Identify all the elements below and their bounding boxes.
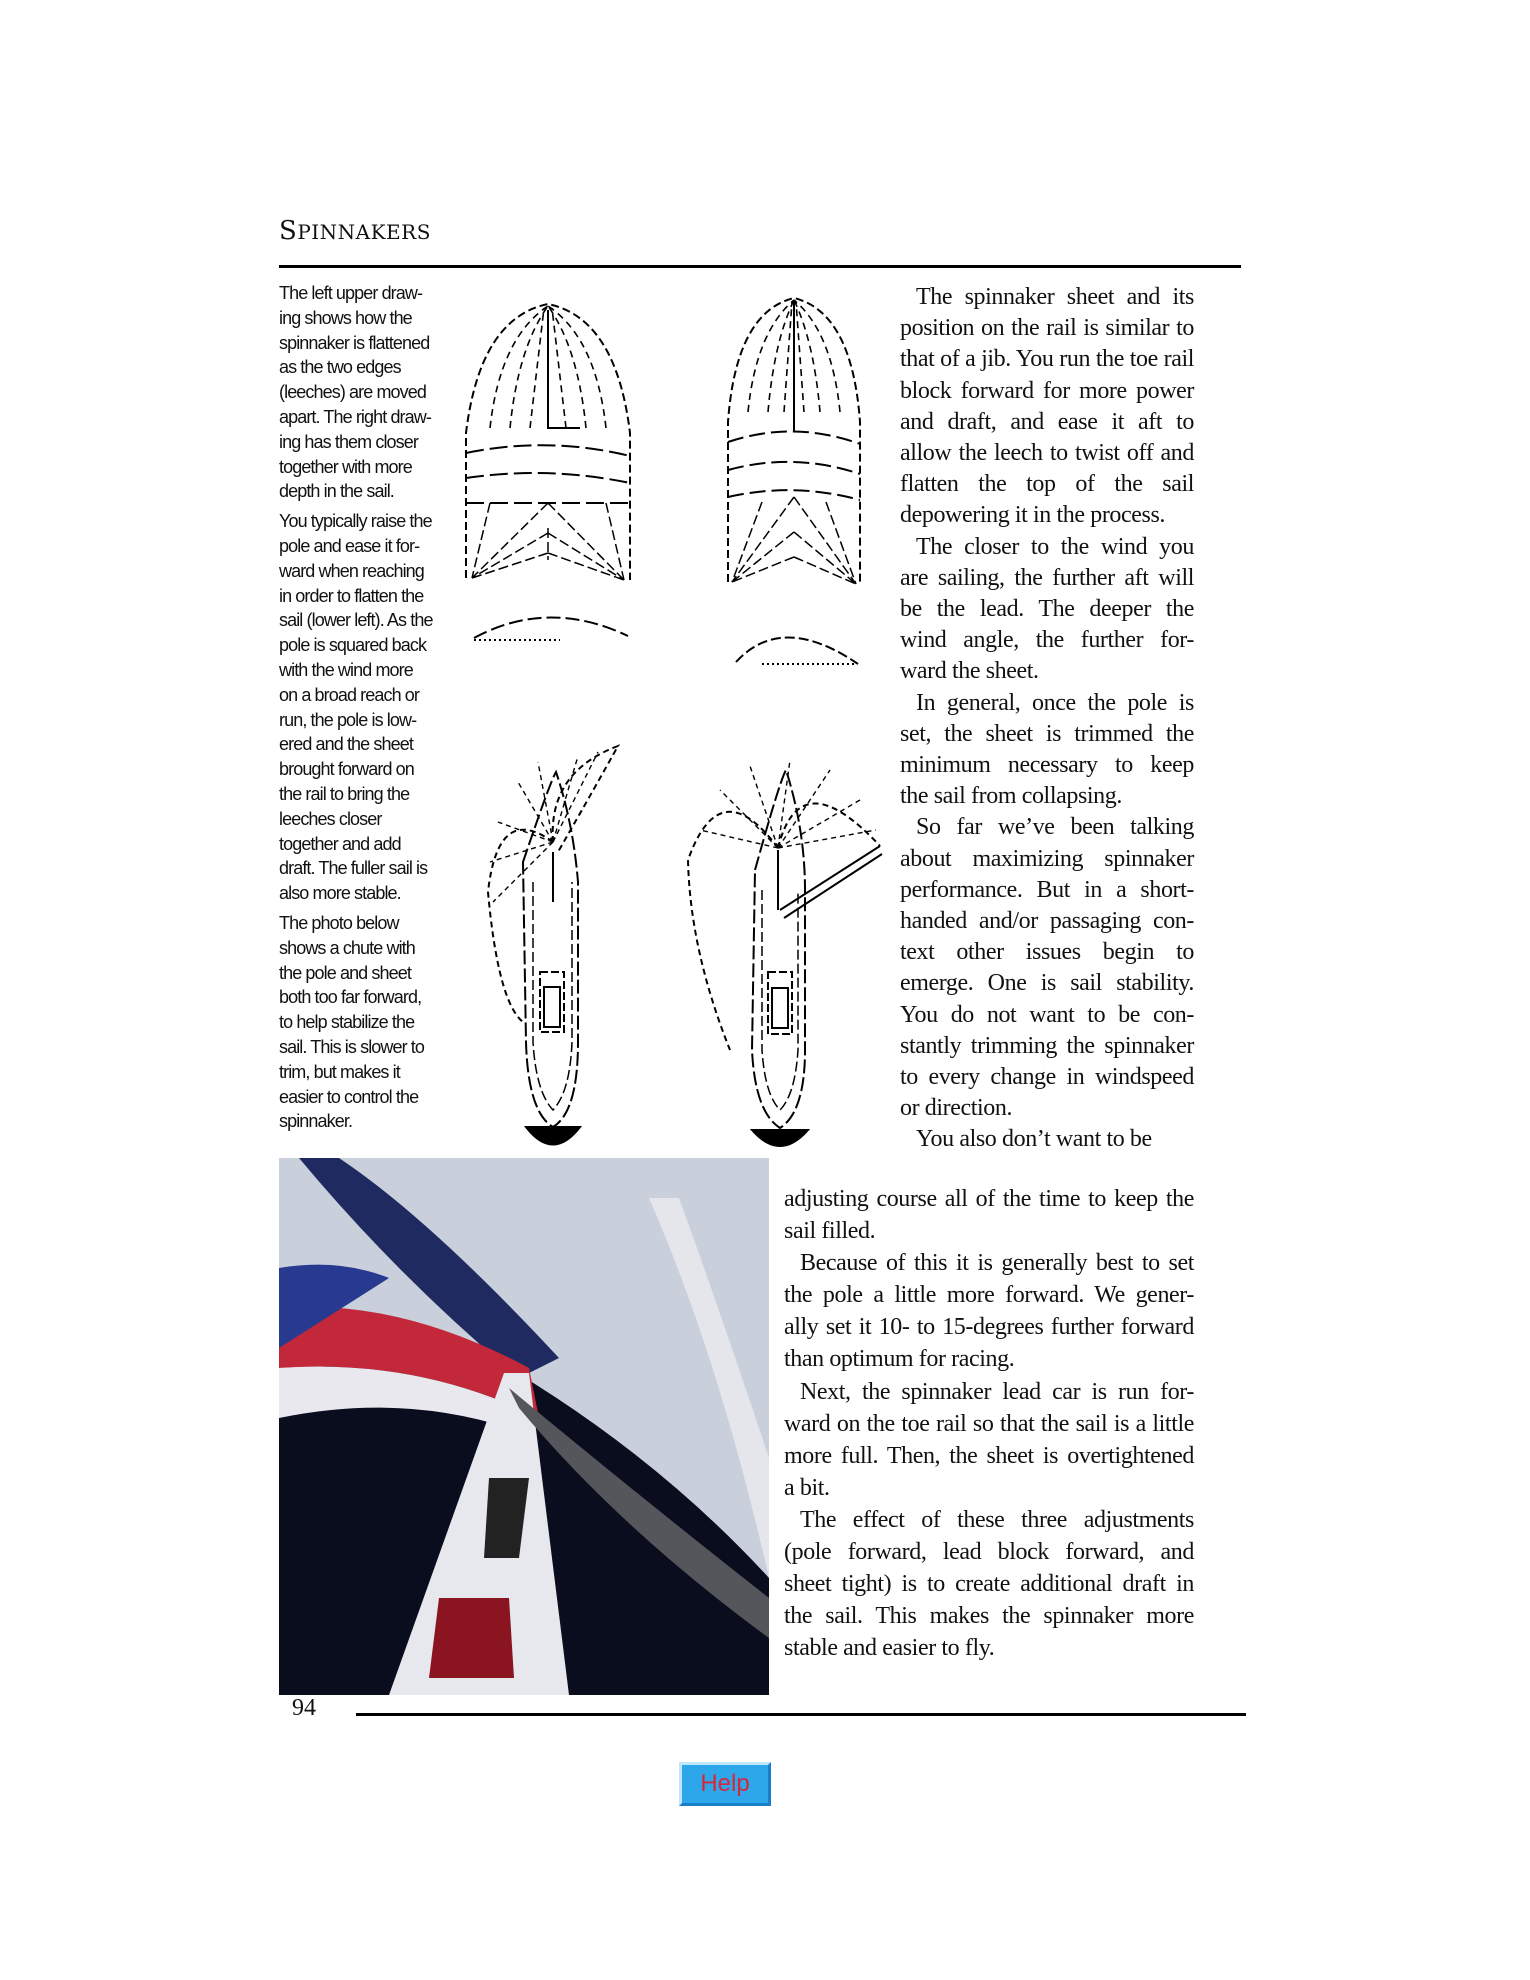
text-line: spinnaker.	[279, 1111, 353, 1132]
paragraph	[900, 532, 1194, 688]
text-line: both too far forward,	[279, 987, 422, 1008]
text-line: The effect of these three adjustments	[800, 1506, 1194, 1533]
text-line: ing has them closer	[279, 431, 418, 452]
text-line: also more stable.	[279, 883, 401, 904]
text-line: together and add	[279, 833, 401, 854]
text-line: block forward for more power	[900, 377, 1194, 404]
text-line: The spinnaker sheet and its	[916, 284, 1194, 310]
text-line: or direction.	[900, 1095, 1013, 1122]
header-rule	[279, 265, 1241, 268]
text-line: together with more	[279, 456, 412, 477]
main-text-column	[900, 282, 1194, 1156]
text-line: leeches closer	[279, 808, 382, 829]
paragraph	[784, 1247, 1194, 1375]
text-line: sail filled.	[784, 1218, 876, 1245]
text-line: draft. The fuller sail is	[279, 858, 428, 879]
text-line: flatten the top of the sail	[900, 471, 1194, 498]
text-line: the sail from collapsing.	[900, 783, 1122, 810]
text-line: handed and/or passaging con-	[900, 908, 1194, 935]
text-line: text other issues begin to	[900, 939, 1194, 966]
text-line: shows a chute with	[279, 937, 415, 958]
sail-drawing-deep	[722, 292, 866, 672]
help-button[interactable]: Help	[679, 1762, 771, 1806]
text-line: (pole forward, lead block forward, and	[784, 1539, 1194, 1566]
text-line: on a broad reach or	[279, 684, 420, 705]
text-line: be the lead. The deeper the	[900, 596, 1194, 623]
paragraph	[900, 812, 1194, 1124]
text-line: Next, the spinnaker lead car is run for-	[800, 1378, 1194, 1405]
text-line: easier to control the	[279, 1086, 419, 1107]
footer-rule	[356, 1713, 1246, 1716]
text-line: the pole and sheet	[279, 962, 411, 983]
text-line: to every change in windspeed	[900, 1064, 1194, 1091]
text-line: a bit.	[784, 1474, 830, 1501]
text-line: ward on the toe rail so that the sail is a little	[784, 1410, 1194, 1437]
text-line: sail. This is slower to	[279, 1036, 425, 1057]
text-line: In general, once the pole is	[916, 689, 1194, 716]
spinnaker-photo	[279, 1158, 769, 1695]
text-line: brought forward on	[279, 759, 414, 780]
text-line: and draft, and ease it aft to	[900, 408, 1194, 435]
text-line: in order to flatten the	[279, 585, 424, 606]
text-line: You typically raise the	[279, 511, 432, 532]
text-line: allow the leech to twist off and	[900, 440, 1194, 467]
text-line: performance. But in a short-	[900, 876, 1194, 903]
text-line: trim, but makes it	[279, 1061, 400, 1082]
text-line: ward the sheet.	[900, 658, 1039, 685]
text-line: (leeches) are moved	[279, 382, 426, 403]
boat-drawing-reaching	[478, 742, 628, 1152]
page-title	[279, 216, 431, 246]
text-line: depth in the sail.	[279, 481, 394, 502]
text-line: The left upper draw-	[279, 283, 423, 303]
text-line: pole and ease it for-	[279, 535, 420, 556]
paragraph	[279, 281, 449, 504]
text-line: The closer to the wind you	[916, 533, 1194, 560]
paragraph	[279, 911, 449, 1134]
title-initial: S	[279, 216, 298, 246]
text-line: the rail to bring the	[279, 783, 410, 804]
text-line: more full. Then, the sheet is overtightened	[784, 1442, 1194, 1469]
paragraph	[784, 1504, 1194, 1664]
text-line: depowering it in the process.	[900, 502, 1165, 529]
figure-caption	[279, 281, 449, 1139]
text-line: are sailing, the further aft will	[900, 564, 1194, 591]
text-line: Because of this it is generally best to set	[800, 1250, 1194, 1277]
text-line: as the two edges	[279, 357, 401, 378]
title-rest: PINNAKERS	[297, 220, 431, 244]
text-line: ing shows how the	[279, 307, 412, 328]
text-line: wind angle, the further for-	[900, 627, 1194, 654]
paragraph	[900, 282, 1194, 532]
text-line: stantly trimming the spinnaker	[900, 1032, 1194, 1059]
text-line: to help stabilize the	[279, 1012, 415, 1033]
paragraph	[900, 1124, 1194, 1155]
text-line: stable and easier to fly.	[784, 1635, 995, 1662]
text-line: sheet tight) is to create additional draft in	[784, 1571, 1194, 1598]
page-number: 94	[292, 1695, 316, 1721]
paragraph	[784, 1376, 1194, 1504]
text-line: You also don’t want to be	[916, 1126, 1152, 1153]
text-line: position on the rail is similar to	[900, 315, 1194, 342]
text-line: ward when reaching	[279, 560, 424, 581]
text-line: run, the pole is low-	[279, 709, 417, 730]
paragraph	[900, 688, 1194, 813]
text-line: spinnaker is flattened	[279, 332, 430, 353]
text-line: apart. The right draw-	[279, 406, 431, 427]
text-line: that of a jib. You run the toe rail	[900, 346, 1194, 373]
paragraph	[784, 1183, 1194, 1247]
text-line: about maximizing spinnaker	[900, 845, 1194, 872]
sail-drawing-flat	[460, 298, 636, 644]
text-line: You do not want to be con-	[900, 1001, 1194, 1028]
text-line: sail (lower left). As the	[279, 610, 433, 631]
text-line: with the wind more	[279, 659, 413, 680]
text-line: So far we’ve been talking	[916, 814, 1194, 841]
boat-drawing-running	[680, 750, 886, 1152]
text-line: the sail. This makes the spinnaker more	[784, 1603, 1194, 1630]
text-line: set, the sheet is trimmed the	[900, 720, 1194, 747]
text-line: pole is squared back	[279, 635, 427, 656]
text-line: minimum necessary to keep	[900, 752, 1194, 779]
text-line: The photo below	[279, 912, 399, 933]
text-line: emerge. One is sail stability.	[900, 970, 1194, 997]
main-text-wide	[784, 1183, 1194, 1664]
text-line: ally set it 10- to 15-degrees further forward	[784, 1314, 1194, 1341]
text-line: than optimum for racing.	[784, 1346, 1015, 1373]
text-line: ered and the sheet	[279, 734, 413, 755]
paragraph	[279, 509, 449, 906]
text-line: adjusting course all of the time to keep the	[784, 1186, 1194, 1212]
text-line: the pole a little more forward. We gener-	[784, 1282, 1194, 1309]
